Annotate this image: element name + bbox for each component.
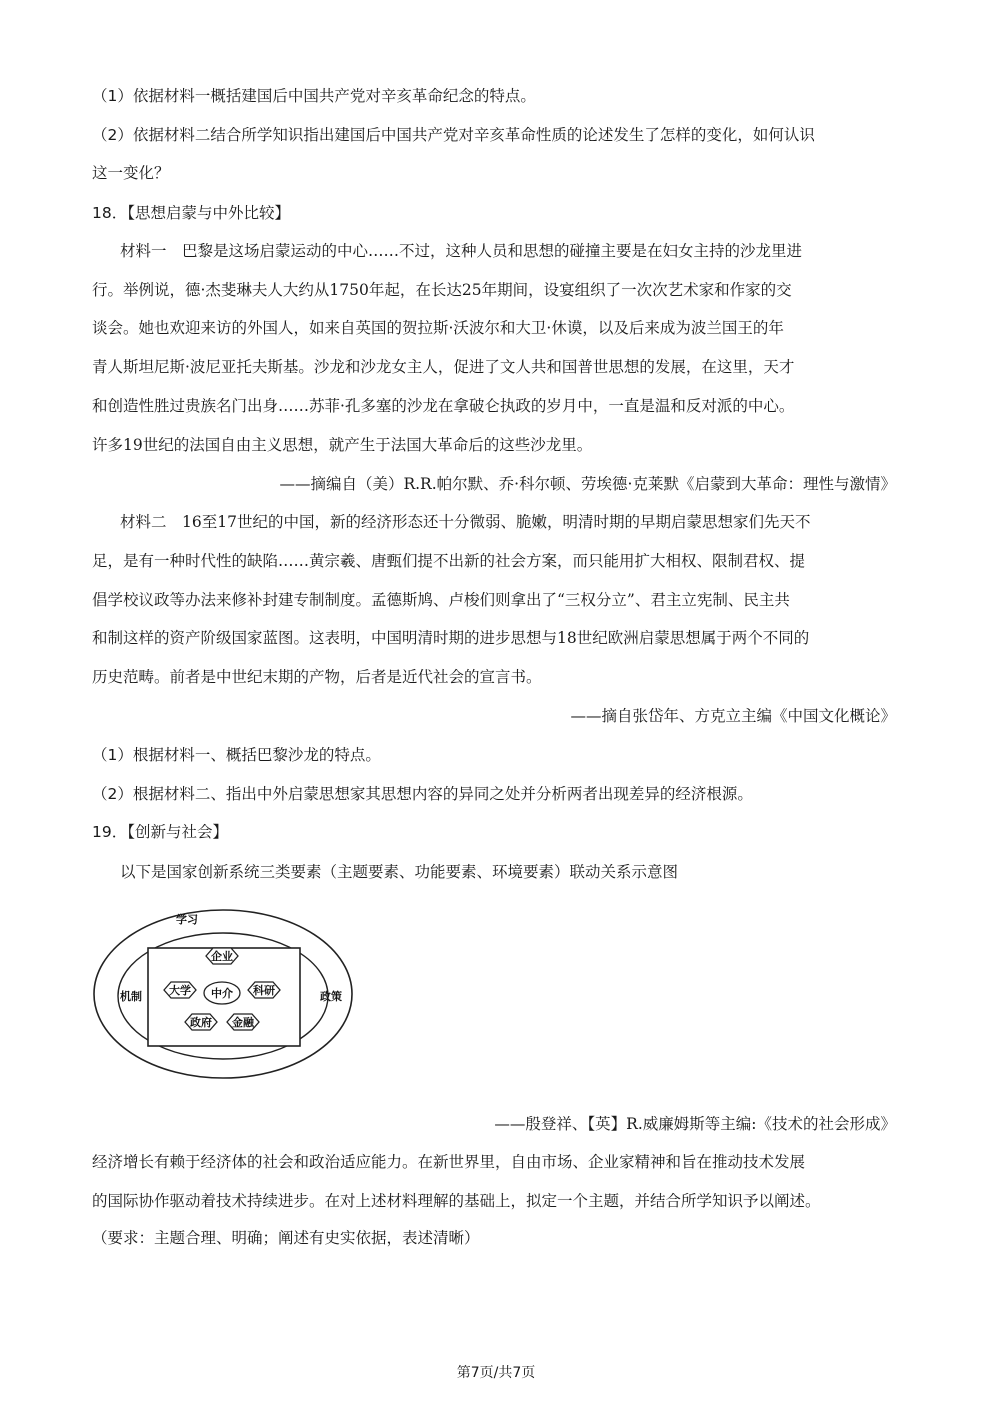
q18-sub1: （1）根据材料一、概括巴黎沙龙的特点。 (92, 746, 381, 764)
innovation-system-diagram (88, 904, 358, 1084)
q18-material1-line: 谈会。她也欢迎来访的外国人，如来自英国的贺拉斯·沃波尔和大卫·休谟，以及后来成为波兰国王的年 (92, 319, 784, 337)
q18-material1-line: 许多19世纪的法国自由主义思想，就产生于法国大革命后的这些沙龙里。 (92, 436, 593, 454)
q18-material2-line: 材料二 16至17世纪的中国，新的经济形态还十分微弱、脆嫩，明清时期的早期启蒙思想家们先天不 (120, 513, 811, 531)
q17-sub2-line2: 这一变化？ (92, 164, 170, 182)
q17-sub2-line1: （2）依据材料二结合所学知识指出建国后中国共产党对辛亥革命性质的论述发生了怎样的变化，如何认识 (92, 126, 815, 144)
q19-source: ——殷登祥、【英】R.威廉姆斯等主编:《技术的社会形成》 (494, 1115, 896, 1133)
q18-material1-line: 行。举例说，德·杰斐琳夫人大约从1750年起，在长达25年期间，设宴组织了一次次艺术家和作家的交 (92, 281, 792, 299)
q19-intro: 以下是国家创新系统三类要素（主题要素、功能要素、环境要素）联动关系示意图 (120, 863, 679, 881)
q18-heading: 18．【思想启蒙与中外比较】 (92, 204, 290, 222)
q18-source2: ——摘自张岱年、方克立主编《中国文化概论》 (570, 707, 896, 725)
q18-source1: ——摘编自（美）R.R.帕尔默、乔·科尔顿、劳埃德·克莱默《启蒙到大革命：理性与激情》 (279, 475, 896, 493)
label-university: 大学 (169, 984, 191, 997)
q18-material2-line: 足，是有一种时代性的缺陷……黄宗羲、唐甄们提不出新的社会方案，而只能用扩大相权、限制君权、提 (92, 552, 806, 570)
q18-material1-line: 和创造性胜过贵族名门出身……苏菲·孔多塞的沙龙在拿破仑执政的岁月中，一直是温和反对派的中心。 (92, 397, 795, 415)
q19-heading: 19．【创新与社会】 (92, 823, 228, 841)
q18-material2-line: 和制这样的资产阶级国家蓝图。这表明，中国明清时期的进步思想与18世纪欧洲启蒙思想属于两个不同的 (92, 629, 810, 647)
label-finance: 金融 (232, 1016, 254, 1029)
label-policy: 政策 (320, 990, 342, 1003)
label-mechanism: 机制 (120, 990, 142, 1003)
label-government: 政府 (190, 1016, 212, 1029)
q19-body-line: 经济增长有赖于经济体的社会和政治适应能力。在新世界里，自由市场、企业家精神和旨在推动技术发展 (92, 1153, 806, 1171)
q19-body-line: 的国际协作驱动着技术持续进步。在对上述材料理解的基础上，拟定一个主题，并结合所学知识予以阐述。 (92, 1192, 821, 1210)
q17-sub1: （1）依据材料一概括建国后中国共产党对辛亥革命纪念的特点。 (92, 87, 536, 105)
label-research: 科研 (253, 984, 275, 997)
q18-material2-line: 倡学校议政等办法来修补封建专制制度。孟德斯鸠、卢梭们则拿出了“三权分立”、君主立宪制、民主共 (92, 591, 790, 609)
q18-material2-line: 历史范畴。前者是中世纪末期的产物，后者是近代社会的宣言书。 (92, 668, 542, 686)
q18-material1-line: 青人斯坦尼斯·波尼亚托夫斯基。沙龙和沙龙女主人，促进了文人共和国普世思想的发展，在这里，天才 (92, 358, 795, 376)
q18-material1-line: 材料一 巴黎是这场启蒙运动的中心……不过，这种人员和思想的碰撞主要是在妇女主持的沙龙里进 (120, 242, 803, 260)
label-enterprise: 企业 (211, 950, 233, 963)
page-footer: 第7页/共7页 (456, 1365, 536, 1381)
label-intermediary: 中介 (211, 987, 233, 1000)
q18-sub2: （2）根据材料二、指出中外启蒙思想家其思想内容的异同之处并分析两者出现差异的经济根源。 (92, 785, 753, 803)
q19-body-line: （要求：主题合理、明确；阐述有史实依据，表述清晰） (92, 1229, 480, 1247)
label-learning: 学习 (176, 913, 198, 926)
